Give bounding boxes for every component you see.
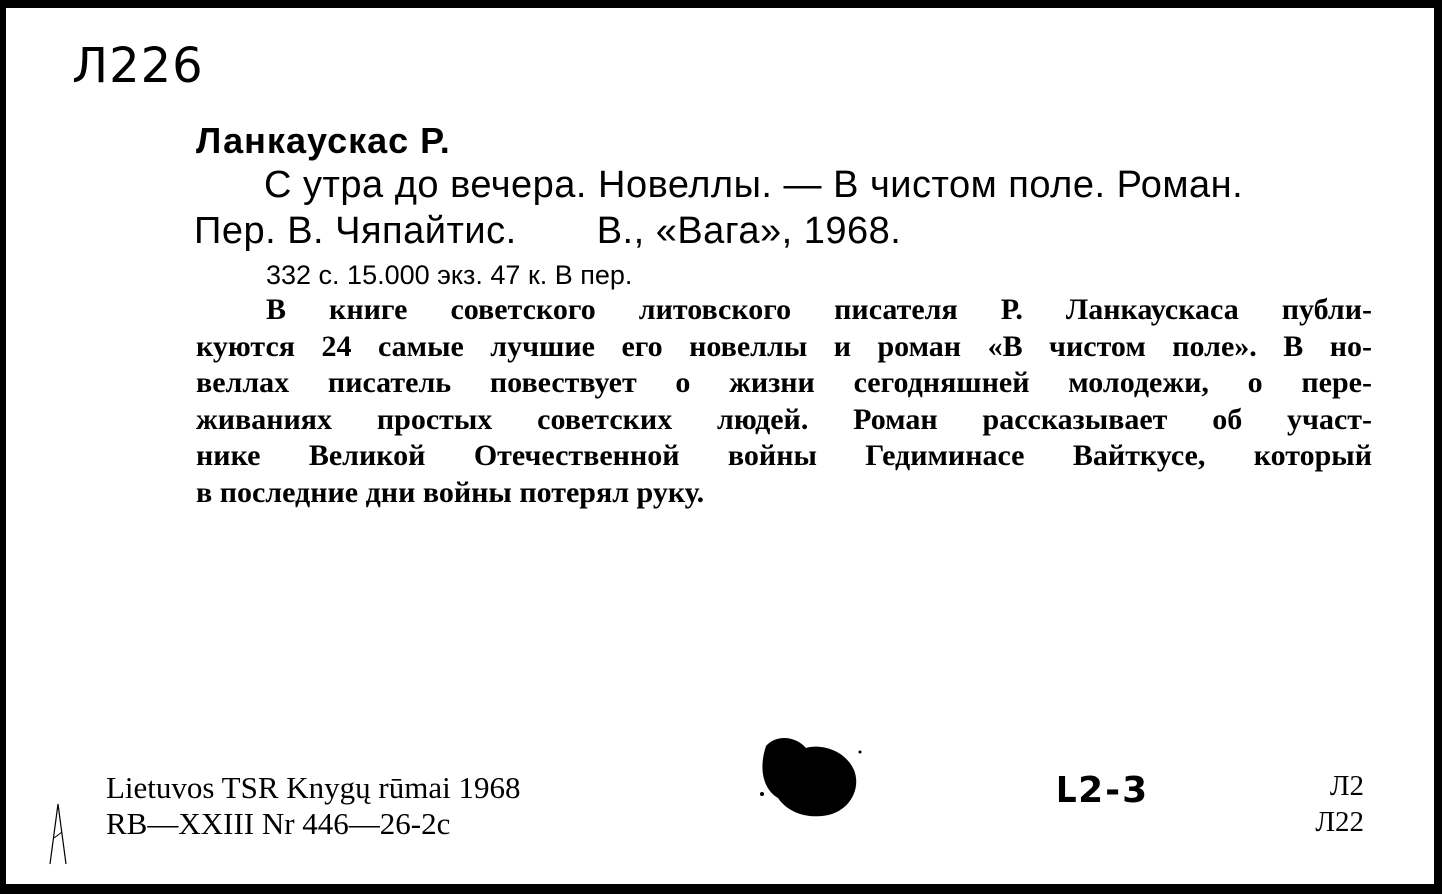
classification-code: Л2 — [1329, 770, 1364, 802]
annotation — [196, 292, 1372, 511]
catalog-card — [4, 6, 1436, 886]
classification-code: Л22 — [1315, 806, 1364, 838]
pencil-mark — [46, 798, 70, 868]
classification-index — [1315, 768, 1364, 840]
physical-description: 332 с. 15.000 экз. 47 к. В пер. — [266, 260, 633, 290]
publisher-info — [106, 770, 520, 842]
translator: Пер. В. Чяпайтис. — [194, 210, 517, 252]
shelf-mark: Л226 — [72, 38, 204, 94]
ink-blot — [756, 734, 866, 824]
annotation-line: веллах писатель повествует о жизни сегодняшней молодежи, о пере- — [196, 366, 1372, 399]
annotation-line: куются 24 самые лучшие его новеллы и роман «В чистом поле». В но- — [196, 329, 1372, 363]
annotation-line: В книге советского литовского писателя Р. Ланкаускаса публи- — [266, 293, 1372, 326]
imprint: В., «Вага», 1968. — [596, 210, 902, 252]
publisher-line: Lietuvos TSR Knygų rūmai 1968 — [106, 770, 521, 805]
registration-line: RB—XXIII Nr 446—26-2c — [106, 806, 451, 841]
annotation-line: нике Великой Отечественной войны Гедиминасе Вайткусе, который — [196, 439, 1372, 472]
author-heading: Ланкаускас Р. — [196, 120, 451, 161]
annotation-line: в последние дни войны потерял руку. — [196, 475, 705, 509]
annotation-line: живаниях простых советских людей. Роман рассказывает об участ- — [196, 402, 1372, 436]
translator-imprint-line — [194, 210, 901, 253]
handwritten-code: Լ2-3 — [1056, 770, 1150, 811]
title-line: С утра до вечера. Новеллы. — В чистом поле. Роман. — [264, 164, 1244, 206]
